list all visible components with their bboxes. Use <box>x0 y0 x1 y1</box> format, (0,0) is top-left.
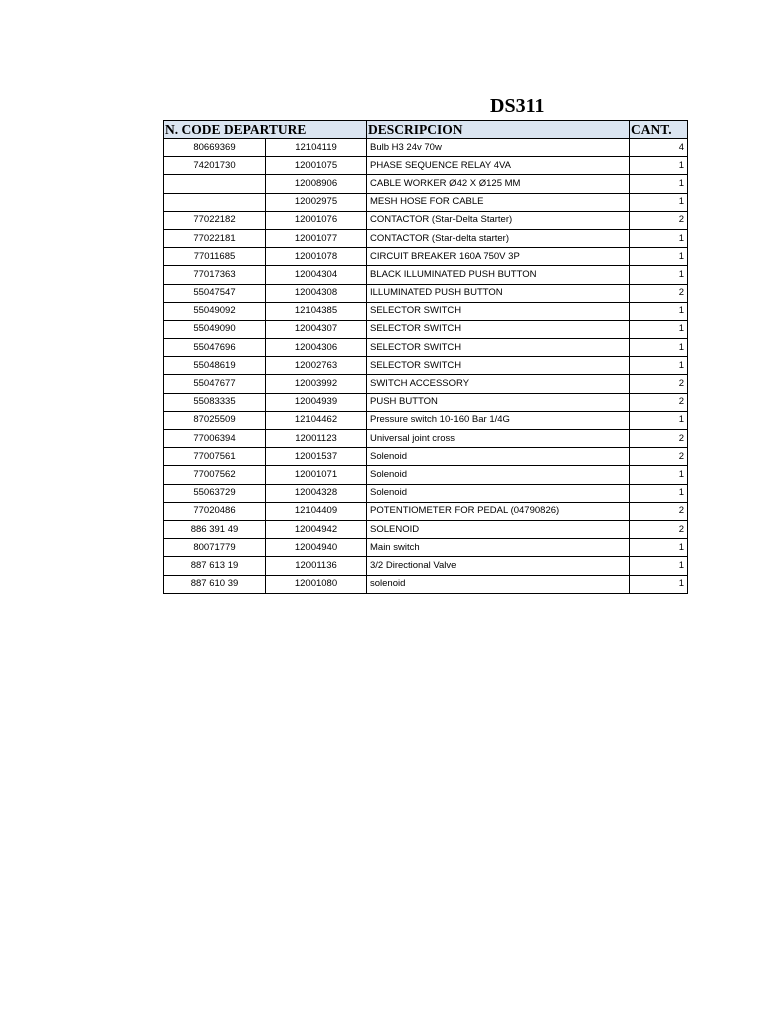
cell-quantity: 1 <box>630 575 688 593</box>
table-row <box>164 339 688 357</box>
cell-quantity: 2 <box>630 502 688 520</box>
cell-quantity: 1 <box>630 539 688 557</box>
cell-quantity: 1 <box>630 411 688 429</box>
cell-description: CABLE WORKER Ø42 X Ø125 MM <box>367 175 630 193</box>
cell-code: 87025509 <box>164 411 266 429</box>
cell-departure: 12001075 <box>266 157 367 175</box>
cell-departure: 12004939 <box>266 393 367 411</box>
table-row <box>164 266 688 284</box>
table-row <box>164 248 688 266</box>
cell-code: 77007562 <box>164 466 266 484</box>
cell-departure: 12008906 <box>266 175 367 193</box>
cell-quantity: 1 <box>630 157 688 175</box>
cell-code: 886 391 49 <box>164 520 266 538</box>
cell-code: 80669369 <box>164 139 266 157</box>
cell-quantity: 2 <box>630 211 688 229</box>
cell-description: 3/2 Directional Valve <box>367 557 630 575</box>
cell-departure: 12001078 <box>266 248 367 266</box>
cell-description: MESH HOSE FOR CABLE <box>367 193 630 211</box>
cell-departure: 12004308 <box>266 284 367 302</box>
cell-description: CIRCUIT BREAKER 160A 750V 3P <box>367 248 630 266</box>
cell-departure: 12001076 <box>266 211 367 229</box>
table-row <box>164 557 688 575</box>
table-row <box>164 357 688 375</box>
header-description: DESCRIPCION <box>367 121 630 139</box>
cell-departure: 12004304 <box>266 266 367 284</box>
cell-code: 55047677 <box>164 375 266 393</box>
cell-departure: 12001080 <box>266 575 367 593</box>
cell-code: 77022182 <box>164 211 266 229</box>
cell-code: 55049090 <box>164 320 266 338</box>
cell-code: 55049092 <box>164 302 266 320</box>
table-row <box>164 302 688 320</box>
cell-description: PUSH BUTTON <box>367 393 630 411</box>
cell-quantity: 1 <box>630 466 688 484</box>
cell-departure: 12001123 <box>266 430 367 448</box>
cell-quantity: 2 <box>630 393 688 411</box>
cell-description: solenoid <box>367 575 630 593</box>
cell-departure: 12004307 <box>266 320 367 338</box>
cell-code: 887 610 39 <box>164 575 266 593</box>
parts-table <box>163 120 688 594</box>
cell-departure: 12004940 <box>266 539 367 557</box>
cell-quantity: 1 <box>630 266 688 284</box>
table-row <box>164 411 688 429</box>
cell-code: 55048619 <box>164 357 266 375</box>
cell-code: 55047696 <box>164 339 266 357</box>
cell-departure: 12104119 <box>266 139 367 157</box>
cell-description: Bulb H3 24v 70w <box>367 139 630 157</box>
table-row <box>164 430 688 448</box>
cell-quantity: 2 <box>630 520 688 538</box>
cell-code: 77007561 <box>164 448 266 466</box>
table-row <box>164 139 688 157</box>
cell-description: ILLUMINATED PUSH BUTTON <box>367 284 630 302</box>
cell-description: SELECTOR SWITCH <box>367 302 630 320</box>
cell-code: 55047547 <box>164 284 266 302</box>
cell-description: Solenoid <box>367 448 630 466</box>
table-row <box>164 175 688 193</box>
cell-code <box>164 175 266 193</box>
header-row <box>164 121 688 139</box>
header-quantity: CANT. <box>630 121 688 139</box>
cell-description: Main switch <box>367 539 630 557</box>
cell-quantity: 1 <box>630 193 688 211</box>
cell-quantity: 2 <box>630 448 688 466</box>
cell-quantity: 4 <box>630 139 688 157</box>
table-row <box>164 466 688 484</box>
cell-code: 74201730 <box>164 157 266 175</box>
cell-quantity: 1 <box>630 484 688 502</box>
cell-quantity: 1 <box>630 175 688 193</box>
cell-code: 55083335 <box>164 393 266 411</box>
cell-description: SELECTOR SWITCH <box>367 320 630 338</box>
cell-quantity: 1 <box>630 248 688 266</box>
cell-description: Pressure switch 10-160 Bar 1/4G <box>367 411 630 429</box>
cell-departure: 12104462 <box>266 411 367 429</box>
table-row <box>164 375 688 393</box>
cell-code: 77020486 <box>164 502 266 520</box>
header-code-departure <box>164 121 367 139</box>
cell-code: 77006394 <box>164 430 266 448</box>
cell-quantity: 2 <box>630 284 688 302</box>
table-row <box>164 211 688 229</box>
cell-quantity: 2 <box>630 430 688 448</box>
cell-description: POTENTIOMETER FOR PEDAL (04790826) <box>367 502 630 520</box>
table-header <box>164 121 688 139</box>
cell-departure: 12001136 <box>266 557 367 575</box>
cell-code: 77011685 <box>164 248 266 266</box>
cell-description: CONTACTOR (Star-delta starter) <box>367 229 630 247</box>
cell-departure: 12004328 <box>266 484 367 502</box>
header-code-departure-label: N. CODE DEPARTURE <box>165 122 307 137</box>
table-row <box>164 575 688 593</box>
cell-departure: 12104409 <box>266 502 367 520</box>
cell-code <box>164 193 266 211</box>
cell-quantity: 2 <box>630 375 688 393</box>
cell-code: 77022181 <box>164 229 266 247</box>
cell-quantity: 1 <box>630 357 688 375</box>
table-row <box>164 229 688 247</box>
cell-description: Solenoid <box>367 484 630 502</box>
cell-quantity: 1 <box>630 339 688 357</box>
cell-description: PHASE SEQUENCE RELAY 4VA <box>367 157 630 175</box>
cell-description: BLACK ILLUMINATED PUSH BUTTON <box>367 266 630 284</box>
table-row <box>164 484 688 502</box>
cell-quantity: 1 <box>630 302 688 320</box>
cell-description: Universal joint cross <box>367 430 630 448</box>
cell-quantity: 1 <box>630 320 688 338</box>
cell-description: Solenoid <box>367 466 630 484</box>
table-row <box>164 157 688 175</box>
cell-departure: 12001077 <box>266 229 367 247</box>
table-row <box>164 520 688 538</box>
table-row <box>164 502 688 520</box>
cell-departure: 12002975 <box>266 193 367 211</box>
table-row <box>164 393 688 411</box>
cell-description: SOLENOID <box>367 520 630 538</box>
cell-departure: 12003992 <box>266 375 367 393</box>
cell-departure: 12004942 <box>266 520 367 538</box>
table-row <box>164 539 688 557</box>
table-body <box>164 139 688 594</box>
cell-departure: 12104385 <box>266 302 367 320</box>
cell-code: 887 613 19 <box>164 557 266 575</box>
cell-description: SELECTOR SWITCH <box>367 339 630 357</box>
cell-code: 77017363 <box>164 266 266 284</box>
cell-departure: 12001071 <box>266 466 367 484</box>
table-row <box>164 448 688 466</box>
table-row <box>164 193 688 211</box>
cell-quantity: 1 <box>630 229 688 247</box>
table-row <box>164 320 688 338</box>
cell-description: SWITCH ACCESSORY <box>367 375 630 393</box>
cell-departure: 12002763 <box>266 357 367 375</box>
document-title: DS311 <box>490 95 545 117</box>
table-row <box>164 284 688 302</box>
cell-departure: 12004306 <box>266 339 367 357</box>
cell-code: 55063729 <box>164 484 266 502</box>
cell-description: SELECTOR SWITCH <box>367 357 630 375</box>
cell-description: CONTACTOR (Star-Delta Starter) <box>367 211 630 229</box>
cell-code: 80071779 <box>164 539 266 557</box>
cell-departure: 12001537 <box>266 448 367 466</box>
cell-quantity: 1 <box>630 557 688 575</box>
